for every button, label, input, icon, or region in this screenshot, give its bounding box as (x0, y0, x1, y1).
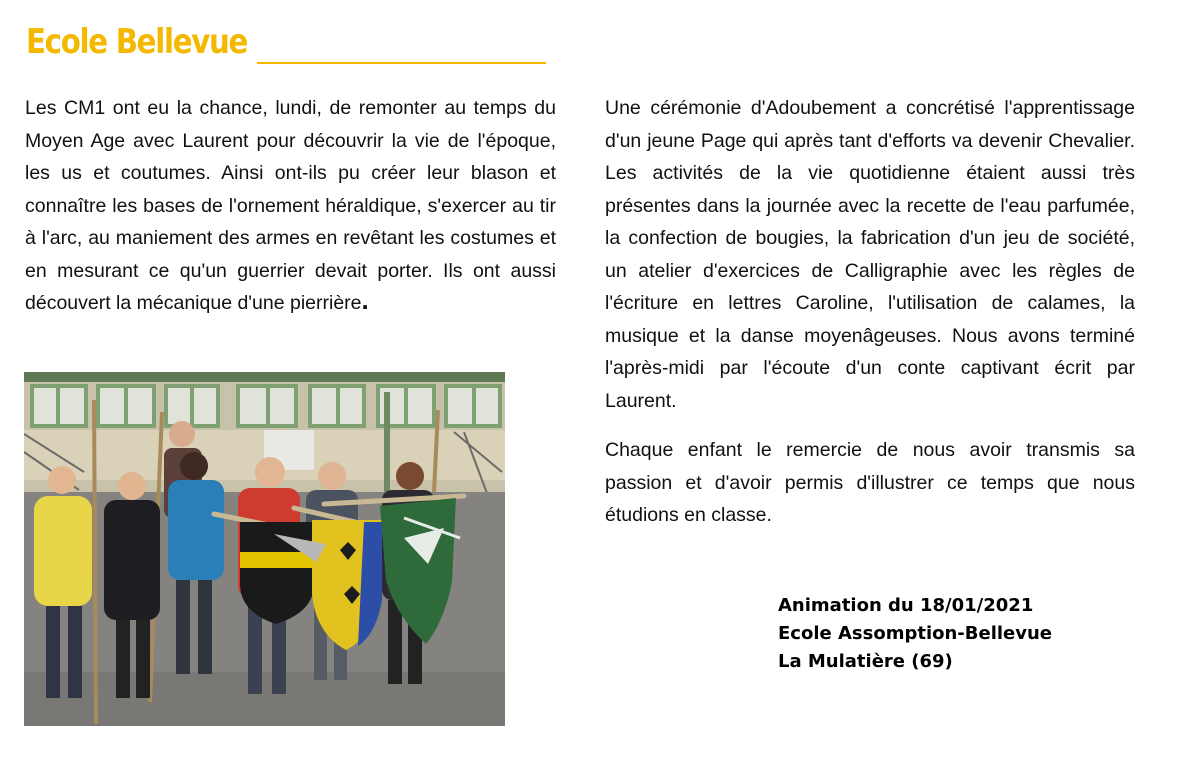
page-title: Ecole Bellevue (26, 22, 248, 62)
signature-location-line: La Mulatière (69) (778, 651, 953, 672)
shield-black-yellow (240, 522, 314, 624)
thanks-paragraph: Chaque enfant le remercie de nous avoir transmis sa passion et d'avoir permis d'illustrer ce temps que nous étudions en classe. (605, 439, 1135, 526)
building-roof-edge (24, 372, 505, 382)
signature-block (778, 592, 1052, 676)
class-photo-illustration (24, 372, 505, 726)
activities-paragraph: Une cérémonie d'Adoubement a concrétisé l'apprentissage d'un jeune Page qui après tant d'efforts va devenir Chevalier. Les activités de la vie quotidienne étaient aussi très présentes dans la journée avec la recette de l'eau parfumée, la confection de bougies, la fabrication d'un jeu de société, un atelier d'exercices de Calligraphie avec les règles de l'écriture en lettres Caroline, l'utilisation de calames, la musique et la danse moyenâgeuses. Nous avons terminé l'après-midi par l'écoute d'un conte captivant écrit par Laurent. (605, 97, 1135, 412)
signature-school-line: Ecole Assomption-Bellevue (778, 623, 1052, 644)
post (384, 392, 390, 502)
intro-paragraph-text: Les CM1 ont eu la chance, lundi, de remonter au temps du Moyen Age avec Laurent pour découvrir la vie de l'époque, les us et coutumes. Ainsi ont-ils pu créer leur blason et connaître les bases de l'ornement héraldique, s'exercer au tir à l'arc, au maniement des armes en revêtant les costumes et en mesurant ce qu'un guerrier devait porter. Ils ont aussi découvert la mécanique d'une pierrière (25, 97, 556, 314)
signature-date-line: Animation du 18/01/2021 (778, 595, 1034, 616)
intro-paragraph (25, 92, 556, 320)
intro-paragraph-end-mark: . (361, 285, 369, 315)
window-panes (34, 388, 498, 424)
class-photo (24, 372, 505, 726)
title-underline-rule (257, 62, 546, 64)
adult-head (169, 421, 195, 447)
